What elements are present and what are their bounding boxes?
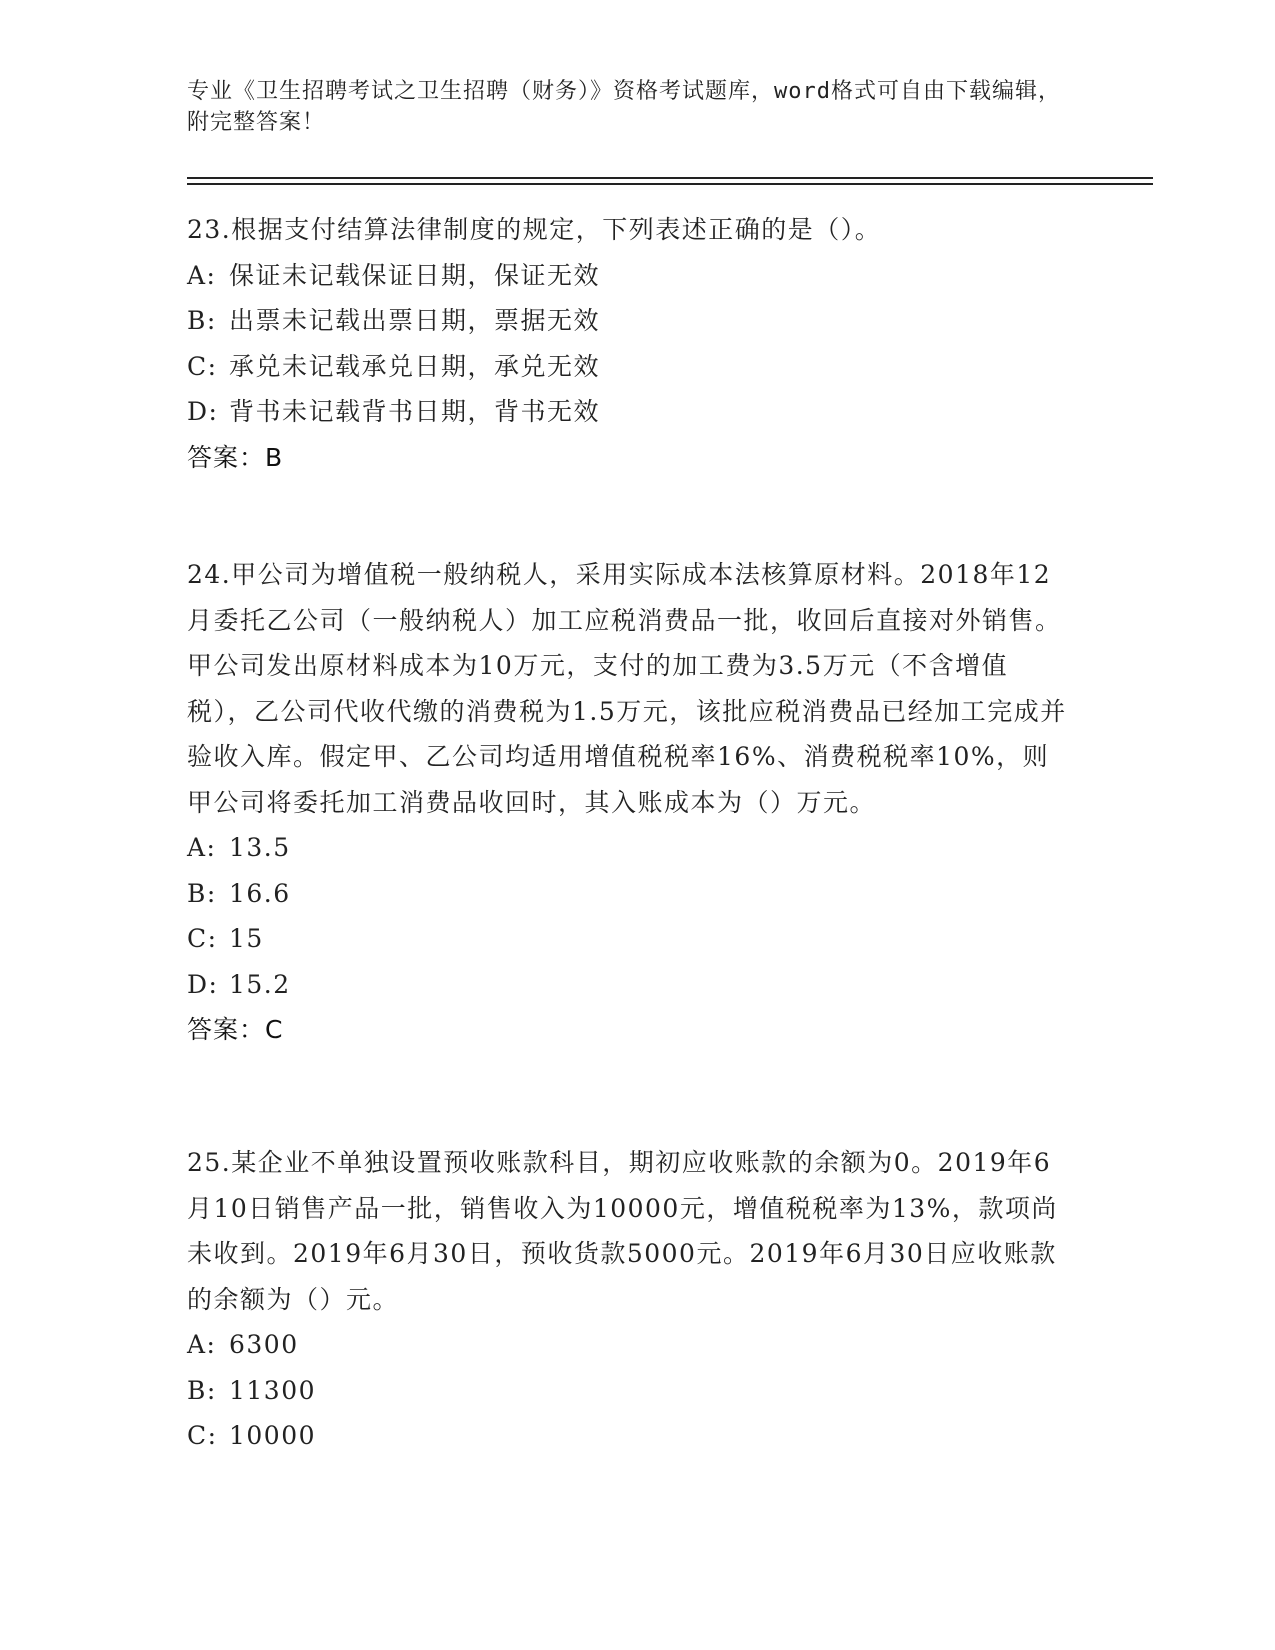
option-key: A: <box>187 260 217 290</box>
option-text: 11300 <box>229 1375 317 1405</box>
option-text: 背书未记载背书日期，背书无效 <box>229 397 601 426</box>
answer: 答案：C <box>187 1015 284 1044</box>
option-a <box>187 253 1067 299</box>
option-key: B: <box>187 878 217 908</box>
option-d <box>187 389 1067 435</box>
option-a <box>187 1322 1067 1368</box>
option-c <box>187 344 1067 390</box>
option-b <box>187 871 1067 917</box>
option-b <box>187 298 1067 344</box>
option-key: B: <box>187 1375 217 1405</box>
option-text: 6300 <box>229 1330 299 1359</box>
option-text: 13.5 <box>229 833 291 862</box>
option-a <box>187 825 1067 871</box>
document-header: 专业《卫生招聘考试之卫生招聘（财务）》资格考试题库，word格式可自由下载编辑，附完整答案！ <box>187 79 1061 135</box>
option-c <box>187 1413 1067 1459</box>
option-b <box>187 1368 1067 1414</box>
option-key: C: <box>187 924 218 953</box>
option-key: D: <box>187 397 219 426</box>
option-key: B: <box>187 306 217 335</box>
question-stem: 25.某企业不单独设置预收账款科目，期初应收账款的余额为0。2019年6月10日销售产品一批，销售收入为10000元，增值税税率为13%，款项尚未收到。2019年6月30日，预收货款5000元。2019年6月30日应收账款的余额为（）元。 <box>187 1148 1058 1314</box>
header-divider-top <box>187 177 1153 179</box>
question-25 <box>187 1140 1067 1459</box>
option-d <box>187 962 1067 1008</box>
option-text: 16.6 <box>229 878 291 908</box>
option-c <box>187 916 1067 962</box>
question-24 <box>187 552 1067 1053</box>
option-text: 15 <box>229 924 264 953</box>
option-key: C: <box>187 1421 218 1450</box>
option-text: 承兑未记载承兑日期，承兑无效 <box>229 351 601 381</box>
question-23 <box>187 207 1067 480</box>
option-key: D: <box>187 969 219 999</box>
option-text: 15.2 <box>229 969 291 999</box>
option-key: A: <box>187 833 217 862</box>
option-text: 保证未记载保证日期，保证无效 <box>229 260 601 290</box>
option-key: C: <box>187 351 218 381</box>
header-divider-bottom <box>187 183 1153 185</box>
option-text: 10000 <box>229 1421 317 1450</box>
question-stem: 24.甲公司为增值税一般纳税人，采用实际成本法核算原材料。2018年12月委托乙公司（一般纳税人）加工应税消费品一批，收回后直接对外销售。甲公司发出原材料成本为10万元，支付的加工费为3.5万元（不含增值税），乙公司代收代缴的消费税为1.5万元，该批应税消费品已经加工完成并验收入库。假定甲、乙公司均适用增值税税率16%、消费税税率10%，则甲公司将委托加工消费品收回时，其入账成本为（）万元。 <box>187 560 1067 817</box>
question-stem: 23.根据支付结算法律制度的规定，下列表述正确的是（）。 <box>187 215 882 244</box>
option-key: A: <box>187 1330 217 1359</box>
answer: 答案：B <box>187 442 284 472</box>
option-text: 出票未记载出票日期，票据无效 <box>229 306 601 335</box>
